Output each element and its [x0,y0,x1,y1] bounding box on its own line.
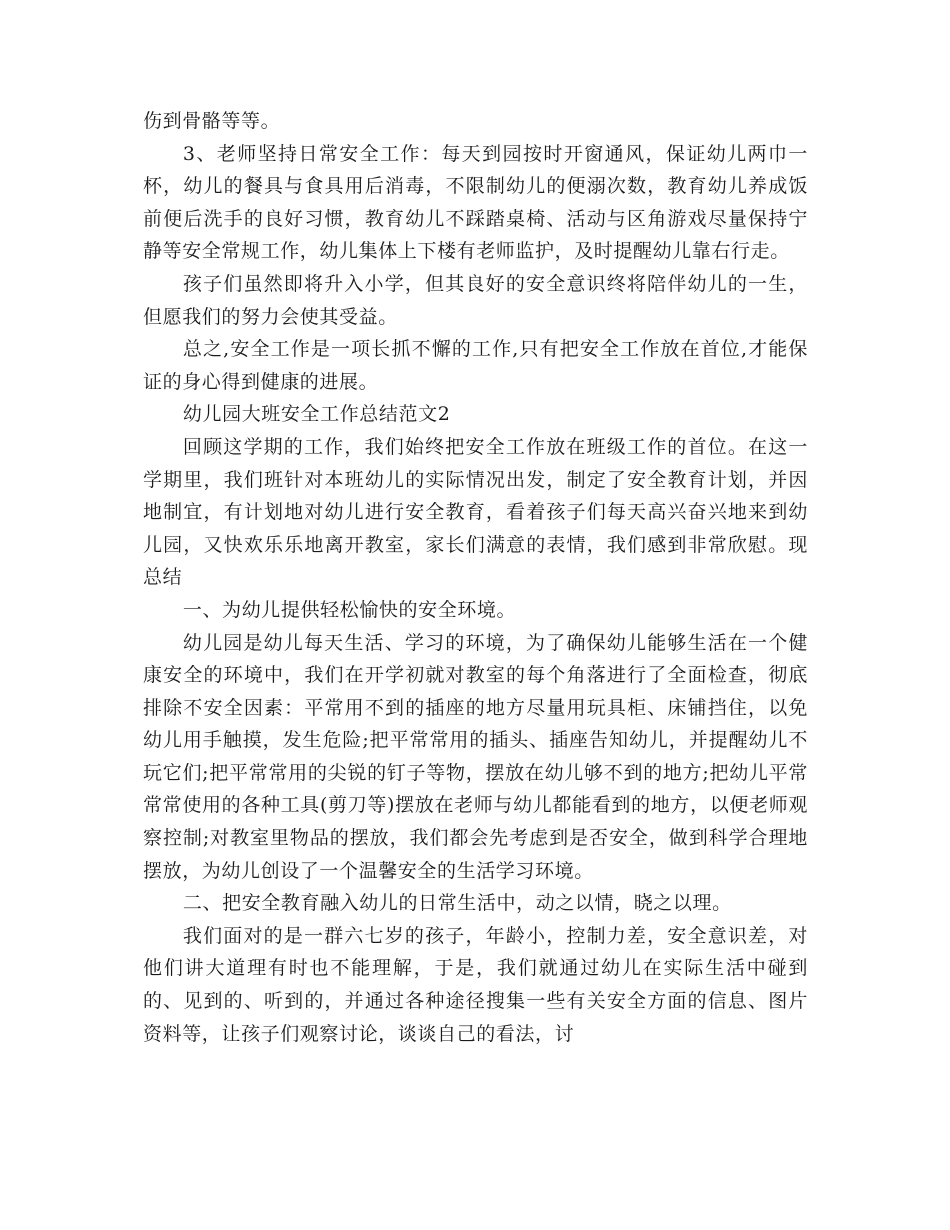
paragraph-environment: 幼儿园是幼儿每天生活、学习的环境，为了确保幼儿能够生活在一个健康安全的环境中，我们在开学初就对教室的每个角落进行了全面检查，彻底排除不安全因素：平常用不到的插座的地方尽量用玩具柜、床铺挡住，以免幼儿用手触摸，发生危险;把平常常用的插头、插座告知幼儿，并提醒幼儿不玩它们;把平常常用的尖锐的钉子等物，摆放在幼儿够不到的地方;把幼儿平常常常使用的各种工具(剪刀等)摆放在老师与幼儿都能看到的地方，以便老师观察控制;对教室里物品的摆放，我们都会先考虑到是否安全，做到科学合理地摆放，为幼儿创设了一个温馨安全的生活学习环境。 [143,631,808,882]
paragraph-review: 回顾这学期的工作，我们始终把安全工作放在班级工作的首位。在这一学期里，我们班针对本班幼儿的实际情况出发，制定了安全教育计划，并因地制宜，有计划地对幼儿进行安全教育，看着孩子们每天高兴奋兴地来到幼儿园，又快欢乐乐地离开教室，家长们满意的表情，我们感到非常欣慰。现总结 [143,435,808,589]
paragraph-item-3: 3、老师坚持日常安全工作：每天到园按时开窗通风，保证幼儿两巾一杯，幼儿的餐具与食具用后消毒，不限制幼儿的便溺次数，教育幼儿养成饭前便后洗手的良好习惯，教育幼儿不踩踏桌椅、活动与区角游戏尽量保持宁静等安全常规工作，幼儿集体上下楼有老师监护，及时提醒幼儿靠右行走。 [143,142,808,263]
paragraph-continuation: 伤到骨骼等等。 [143,110,281,132]
paragraph-conclusion: 总之,安全工作是一项长抓不懈的工作,只有把安全工作放在首位,才能保证的身心得到健康的进展。 [143,338,808,393]
document-body [143,105,808,1050]
paragraph-hope: 孩子们虽然即将升入小学，但其良好的安全意识终将陪伴幼儿的一生，但愿我们的努力会使其受益。 [143,272,808,328]
paragraph-daily-life: 我们面对的是一群六七岁的孩子，年龄小，控制力差，安全意识差，对他们讲大道理有时也不能理解，于是，我们就通过幼儿在实际生活中碰到的、见到的、听到的，并通过各种途径搜集一些有关安全方面的信息、图片资料等，让孩子们观察讨论，谈谈自己的看法，讨 [143,924,808,1045]
heading-point-2: 二、把安全教育融入幼儿的日常生活中，动之以情，晓之以理。 [182,892,732,915]
heading-point-1: 一、为幼儿提供轻松愉快的安全环境。 [182,598,517,621]
section-title: 幼儿园大班安全工作总结范文2 [182,403,451,426]
